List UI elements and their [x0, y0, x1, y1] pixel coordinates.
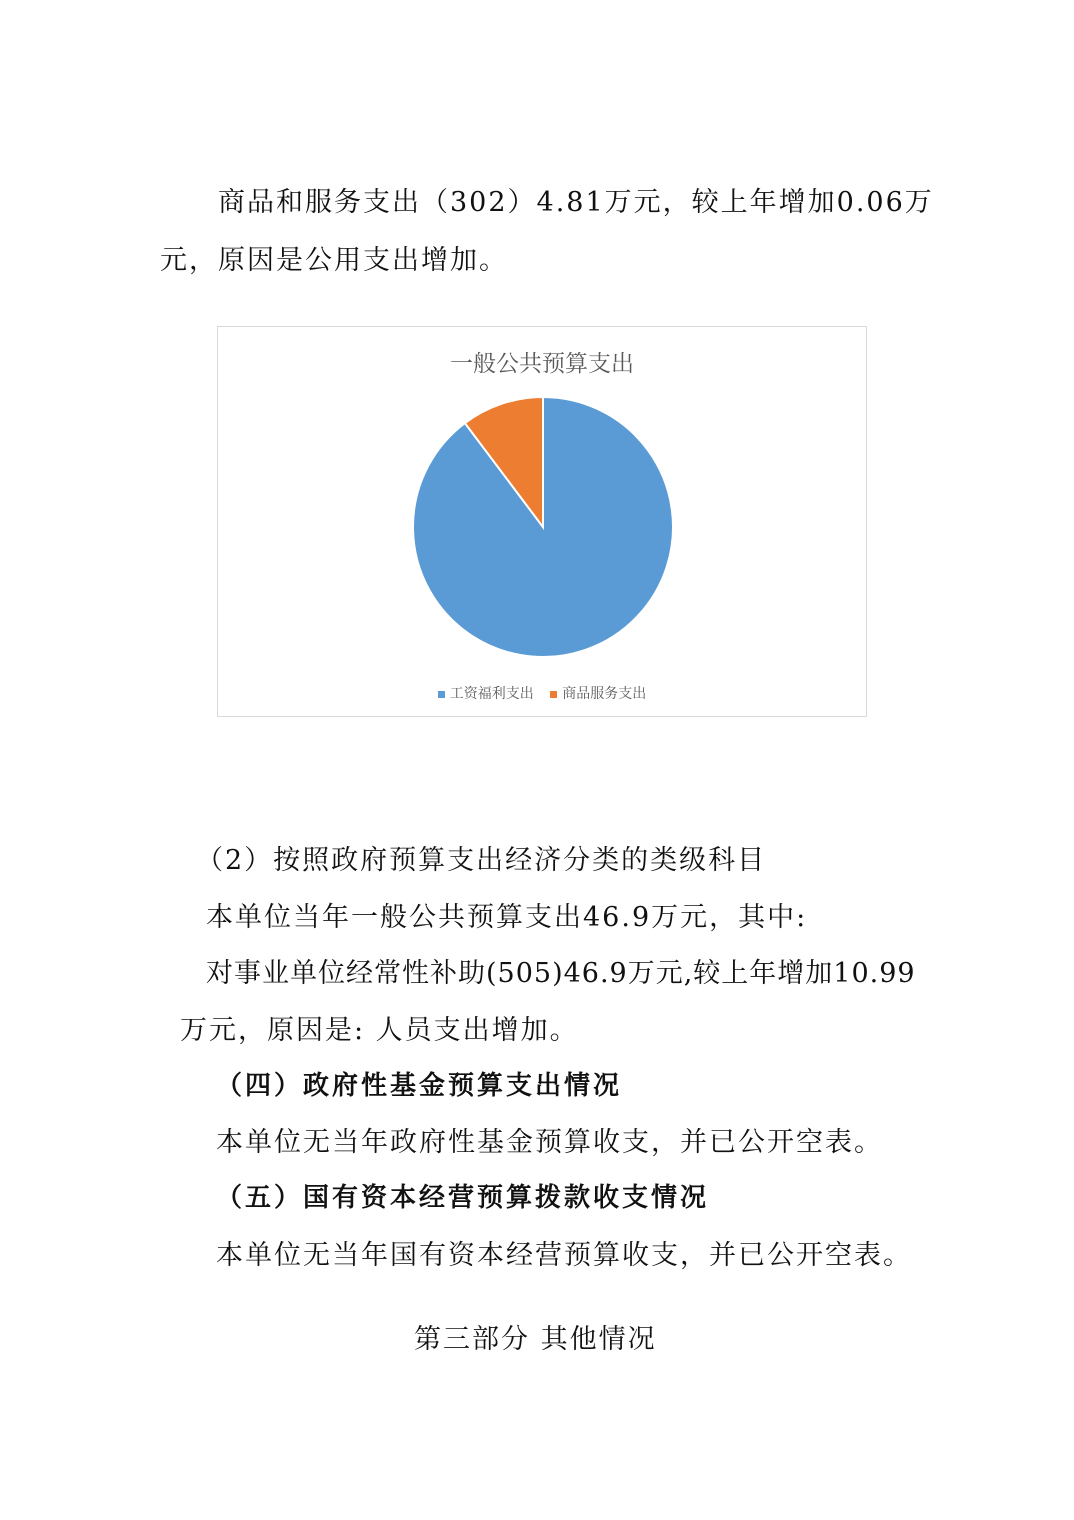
- paragraph-line: 万元，原因是: 人员支出增加。: [180, 1015, 579, 1046]
- chart-title: 一般公共预算支出: [450, 351, 634, 377]
- paragraph-line: 本单位无当年国有资本经营预算收支，并已公开空表。: [216, 1240, 912, 1271]
- legend-item-goods: [550, 683, 646, 703]
- legend-label-goods: 商品服务支出: [562, 686, 647, 702]
- legend-item-salary: [438, 683, 534, 703]
- part-three-title: 第三部分 其他情况: [414, 1324, 657, 1355]
- paragraph-line: 商品和服务支出（302）4.81万元，较上年增加0.06万: [218, 187, 934, 218]
- section-heading: （2）按照政府预算支出经济分类的类级科目: [196, 845, 767, 876]
- legend-label-salary: 工资福利支出: [449, 686, 534, 702]
- pie-chart-plot: [218, 327, 868, 718]
- paragraph-line: 元，原因是公用支出增加。: [160, 245, 508, 276]
- section-heading-4: （四）政府性基金预算支出情况: [216, 1071, 623, 1101]
- paragraph-line: 对事业单位经常性补助(505)46.9万元,较上年增加10.99: [206, 958, 916, 989]
- pie-chart: [217, 326, 867, 717]
- legend-swatch-salary: [438, 691, 445, 698]
- section-heading-5: （五）国有资本经营预算拨款收支情况: [216, 1183, 710, 1213]
- legend-swatch-goods: [550, 691, 557, 698]
- paragraph-line: 本单位当年一般公共预算支出46.9万元，其中:: [206, 902, 808, 933]
- paragraph-line: 本单位无当年政府性基金预算收支，并已公开空表。: [216, 1127, 883, 1158]
- chart-legend: [218, 683, 866, 703]
